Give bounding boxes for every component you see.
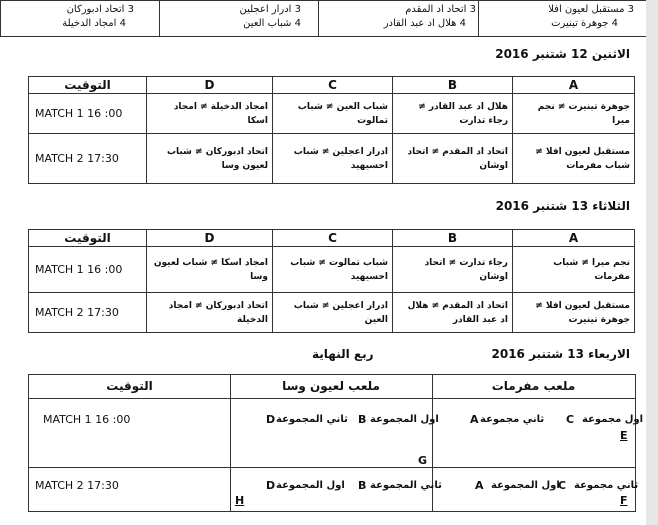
q1-la-first-letter: B bbox=[358, 413, 367, 426]
day2-match1-b: رجاء تدارت ≠ اتحاد اوشان bbox=[393, 247, 513, 293]
day2-match2-time: MATCH 2 17:30 bbox=[29, 293, 147, 333]
day2-header-time: التوقيت bbox=[29, 230, 147, 247]
day1-match1-b: هلال اد عبد القادر ≠ رجاء تدارت bbox=[393, 94, 513, 134]
day2-match1-d: امجاد اسكا ≠ شباب لعيون وسا bbox=[147, 247, 273, 293]
day2-date: الثلاثاء 13 شتنبر 2016 bbox=[495, 199, 630, 213]
day1-match1-c: شباب العين ≠ شباب تمالوت bbox=[273, 94, 393, 134]
quarter-header-mafarmat: ملعب مفرمات bbox=[491, 379, 576, 393]
quarter-match1-time: MATCH 1 16 :00 bbox=[43, 413, 131, 426]
q2-la-second: اول المجموعة bbox=[276, 480, 345, 491]
q1-mf-first-letter: C bbox=[566, 413, 575, 426]
day1-header-b: B bbox=[393, 77, 513, 94]
day1-table bbox=[28, 76, 635, 184]
q2-la-second-letter: D bbox=[266, 479, 276, 492]
day2-table bbox=[28, 229, 635, 333]
standing-c-4: 4 شباب العين bbox=[243, 18, 301, 29]
q2-la-tag: H bbox=[235, 494, 245, 507]
viewer-background bbox=[646, 0, 658, 525]
day1-match2-time: MATCH 2 17:30 bbox=[29, 134, 147, 184]
q1-mf-second: ثاني مجموعة bbox=[480, 414, 545, 425]
day2-match2-c: ادرار اعجلين ≠ شباب العين bbox=[273, 293, 393, 333]
day2-match2-b: اتحاد اد المقدم ≠ هلال اد عبد القادر bbox=[393, 293, 513, 333]
q1-la-tag: G bbox=[418, 454, 428, 467]
standing-c-3: 3 ادرار اعجلين bbox=[239, 4, 301, 15]
day1-match2-b: اتحاد اد المقدم ≠ اتحاد اوشان bbox=[393, 134, 513, 184]
q1-mf-tag: E bbox=[620, 429, 628, 442]
standing-d-4: 4 امجاد الدخيلة bbox=[62, 18, 126, 29]
day2-match2-d: اتحاد ادبوركان ≠ امجاد الدخيلة bbox=[147, 293, 273, 333]
day1-match2-a: مستقبل لعيون افلا ≠ شباب مفرمات bbox=[513, 134, 635, 184]
day2-match1-c: شباب تمالوت ≠ شباب احسيهيد bbox=[273, 247, 393, 293]
top-standings bbox=[0, 0, 646, 36]
day1-match1-a: جوهرة تينيرت ≠ نجم ميرا bbox=[513, 94, 635, 134]
standing-a-3: 3 مستقبل لعيون افلا bbox=[548, 4, 634, 15]
quarter-header-time: التوقيت bbox=[106, 379, 153, 393]
standing-d-3: 3 اتحاد ادبوركان bbox=[66, 4, 134, 15]
quarter-date: الاربعاء 13 شتنبر 2016 bbox=[491, 347, 630, 361]
q2-mf-first-letter: C bbox=[558, 479, 567, 492]
day2-match2-a: مستقبل لعيون افلا ≠ جوهرة تينيرت bbox=[513, 293, 635, 333]
quarter-title: ربع النهاية bbox=[312, 347, 374, 361]
q2-la-first-letter: B bbox=[358, 479, 367, 492]
day1-header-time: التوقيت bbox=[29, 77, 147, 94]
q1-la-second-letter: D bbox=[266, 413, 276, 426]
day2-match1-a: نجم ميرا ≠ شباب مفرمات bbox=[513, 247, 635, 293]
standing-b-3: 3 اتحاد اد المقدم bbox=[405, 4, 476, 15]
q2-mf-second-letter: A bbox=[475, 479, 484, 492]
standing-a-4: 4 جوهرة تينيرت bbox=[551, 18, 618, 29]
q1-la-first: اول المجموعة bbox=[370, 414, 439, 425]
day2-match1-time: MATCH 1 16 :00 bbox=[29, 247, 147, 293]
day1-header-a: A bbox=[513, 77, 635, 94]
quarter-header-laayoun: ملعب لعيون وسا bbox=[282, 379, 380, 393]
q1-mf-first: اول مجموعة bbox=[582, 414, 644, 425]
q2-mf-tag: F bbox=[620, 494, 628, 507]
day2-header-d: D bbox=[147, 230, 273, 247]
day1-match2-c: ادرار اعجلين ≠ شباب احسيهيد bbox=[273, 134, 393, 184]
day1-header-c: C bbox=[273, 77, 393, 94]
q2-mf-second: اول المجموعة bbox=[491, 480, 560, 491]
day1-header-d: D bbox=[147, 77, 273, 94]
day2-header-c: C bbox=[273, 230, 393, 247]
quarter-table bbox=[28, 374, 644, 512]
day1-match1-time: MATCH 1 16 :00 bbox=[29, 94, 147, 134]
q1-la-second: ثاني المجموعة bbox=[276, 414, 348, 425]
day1-match1-d: امجاد الدخيلة ≠ امجاد اسكا bbox=[147, 94, 273, 134]
q2-mf-first: ثاني مجموعة bbox=[574, 480, 639, 491]
q1-mf-second-letter: A bbox=[470, 413, 479, 426]
q2-la-first: ثاني المجموعة bbox=[370, 480, 442, 491]
day2-header-b: B bbox=[393, 230, 513, 247]
day1-match2-d: اتحاد ادبوركان ≠ شباب لعيون وسا bbox=[147, 134, 273, 184]
quarter-match2-time: MATCH 2 17:30 bbox=[35, 479, 119, 492]
day2-header-a: A bbox=[513, 230, 635, 247]
day1-date: الاثنين 12 شتنبر 2016 bbox=[495, 47, 630, 61]
standing-b-4: 4 هلال اد عبد القادر bbox=[383, 18, 466, 29]
